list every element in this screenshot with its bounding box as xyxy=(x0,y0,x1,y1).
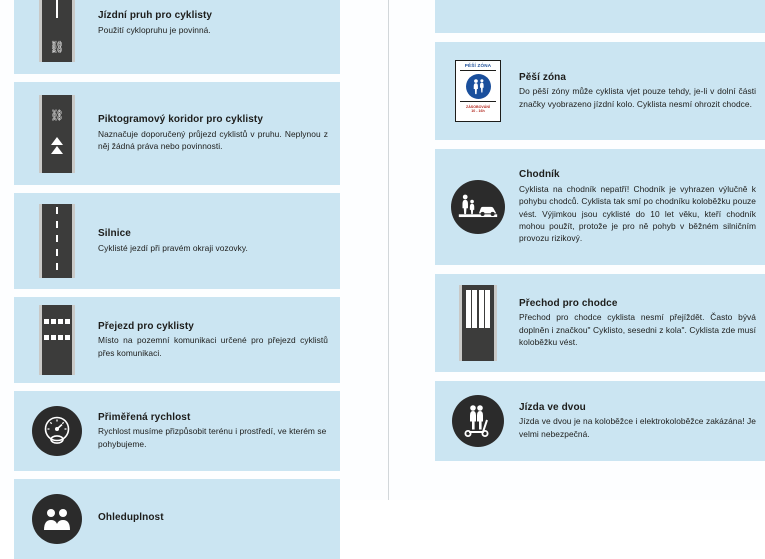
card-title: Přejezd pro cyklisty xyxy=(98,320,194,332)
card-stezka-pro-chodce xyxy=(435,0,765,33)
card-jizdni-pruh-pro-cyklisty xyxy=(14,0,340,74)
card-desc: Jízda ve dvou je na koloběžce i elektrokoloběžce zakázána! Je velmi nebezpečná. xyxy=(519,416,756,439)
card-title: Přiměřená rychlost xyxy=(98,411,191,423)
card-body xyxy=(519,169,756,245)
card-prechod-pro-chodce xyxy=(435,274,765,372)
card-desc: Použití cyklopruhu je povinná. xyxy=(98,24,211,35)
card-title: Chodník xyxy=(519,169,560,181)
card-prejezd-pro-cyklisty xyxy=(14,297,340,383)
card-chodnik xyxy=(435,149,765,265)
card-body xyxy=(98,228,328,254)
pz-sign-top-label: PĚŠÍ ZÓNA xyxy=(464,63,492,68)
card-desc: Rychlost musíme přizpůsobit terénu i prostředí, ve kterém se pohybujeme. xyxy=(98,426,327,449)
card-desc: Místo na pozemní komunikaci určené pro přejezd cyklistů přes komunikaci. xyxy=(98,335,328,358)
card-jizda-ve-dvou xyxy=(435,381,765,461)
card-body xyxy=(98,114,328,152)
card-title: Ohleduplnost xyxy=(98,512,164,524)
pedestrian-zone-sign-icon xyxy=(449,60,507,122)
card-body xyxy=(519,402,756,440)
card-title: Pěší zóna xyxy=(519,71,567,83)
card-ohleduplnost xyxy=(14,479,340,559)
card-desc: Naznačuje doporučený průjezd cyklistů v pruhu. Neplynou z něj žádná práva nebo povinnosti. xyxy=(98,128,328,152)
card-title: Přechod pro chodce xyxy=(519,297,618,309)
speedometer-icon xyxy=(28,406,86,456)
card-desc: Cyklista na chodník nepatří! Chodník je vyhrazen výlučně k pohybu chodců. Cyklista tak smí po chodníku koloběžku pouze vést. Výjimkou jsou cyklisté do 10 let věku, kteří chodník mohou použít, protože je pro ně pohyb v běžném silničním provozu rizikový. xyxy=(519,183,756,244)
card-pesi-zona xyxy=(435,42,765,140)
card-title: Piktogramový koridor pro cyklisty xyxy=(98,114,264,126)
pz-sign-pedestrian-glyph xyxy=(466,74,491,99)
card-piktogramovy-koridor xyxy=(14,82,340,185)
road-with-bike-lane-arrow-icon: ⛓ xyxy=(28,0,86,62)
card-desc: Cyklisté jezdí při pravém okraji vozovky. xyxy=(98,242,248,253)
two-people-icon xyxy=(28,494,86,544)
card-title: Jízdní pruh pro cyklisty xyxy=(98,10,213,22)
card-desc: Do pěší zóny může cyklista vjet pouze tehdy, je-li v dolní části značky vyobrazeno jízdní kolo. Cyklista nesmí ohrozit chodce. xyxy=(519,86,756,109)
card-primerena-rychlost xyxy=(14,391,340,471)
pz-sign-bottom-line2: 10 - 16h xyxy=(471,109,485,114)
card-title: Jízda ve dvou xyxy=(519,401,586,413)
card-body xyxy=(98,10,328,36)
road-with-crossing-dashes-icon xyxy=(28,305,86,375)
pz-sign-bottom-label xyxy=(466,105,490,114)
pz-sign-bottom-line1: ZÁSOBOVÁNÍ xyxy=(466,104,490,109)
card-body xyxy=(519,298,756,349)
zebra-crossing-icon xyxy=(449,285,507,361)
pedestrian-and-car-circle-icon xyxy=(449,180,507,234)
road-with-sharrow-pictogram-icon: ⛓ xyxy=(28,95,86,173)
card-body xyxy=(519,72,756,110)
card-title: Silnice xyxy=(98,228,131,240)
card-silnice xyxy=(14,193,340,289)
road-with-centre-dashes-icon xyxy=(28,204,86,278)
two-riders-on-scooter-icon xyxy=(449,395,507,447)
left-column xyxy=(0,0,388,524)
right-column xyxy=(389,0,765,500)
card-body xyxy=(98,412,328,450)
card-body xyxy=(98,512,328,526)
card-desc: Přechod pro chodce cyklista nesmí přejíždět. Často bývá doplněn i značkou" Cyklisto, sesedni z kola". Cyklista zde musí koloběžku vést. xyxy=(519,312,756,347)
card-body xyxy=(98,321,328,359)
